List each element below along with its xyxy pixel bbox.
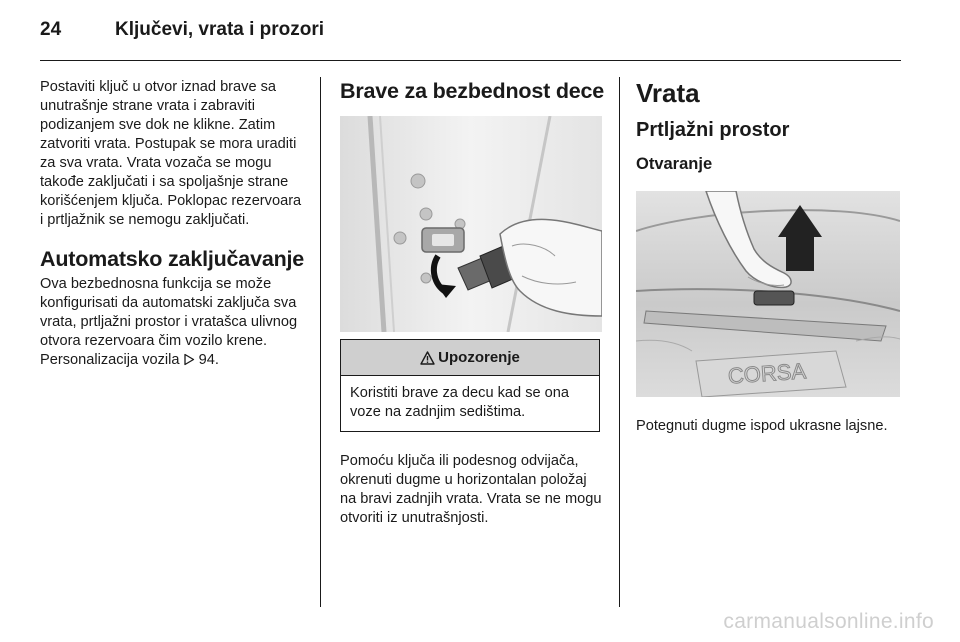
watermark: carmanualsonline.info bbox=[723, 610, 934, 633]
section-heading-trunk: Prtljažni prostor bbox=[636, 119, 790, 141]
trunk-opening-illustration bbox=[636, 191, 900, 397]
auto-lock-text: Ova bezbednosna funkcija se može konfigurisati da automatski zaključa sva vrata, prtljažni prostor i vratašca ulivnog otvora rezervoara čim vozilo krene. Personalizacija vozila bbox=[40, 276, 298, 368]
column-3 bbox=[636, 78, 904, 436]
section-heading-opening: Otvaranje bbox=[636, 155, 713, 173]
page-reference-icon bbox=[183, 353, 195, 372]
child-lock-paragraph: Pomoću ključa ili podesnog odvijača, okrenuti dugme u horizontalan položaj na bravi zadnjih vrata. Vrata se ne mogu otvoriti iz unutrašnjosti. bbox=[340, 453, 602, 526]
section-heading-child-locks: Brave za bezbednost dece bbox=[340, 79, 605, 103]
column-divider-2 bbox=[619, 77, 620, 607]
warning-title: Upozorenje bbox=[438, 349, 520, 366]
auto-lock-page-link[interactable]: 94. bbox=[198, 352, 219, 368]
trunk-opening-paragraph: Potegnuti dugme ispod ukrasne lajsne. bbox=[636, 418, 888, 434]
section-heading-doors: Vrata bbox=[636, 78, 700, 108]
column-divider-1 bbox=[320, 77, 321, 607]
corsa-emblem: CORSA bbox=[727, 358, 807, 389]
child-lock-illustration bbox=[340, 116, 602, 332]
warning-header bbox=[341, 340, 599, 376]
warning-triangle-icon bbox=[420, 351, 435, 365]
warning-box bbox=[340, 339, 600, 432]
header-rule bbox=[40, 60, 901, 61]
section-heading-auto-lock: Automatsko zaključavanje bbox=[40, 247, 305, 271]
running-title: Ključevi, vrata i prozori bbox=[115, 19, 325, 40]
intro-paragraph: Postaviti ključ u otvor iznad brave sa unutrašnje strane vrata i zabraviti podizanjem sve dok ne klikne. Zatim zatvoriti vrata. Postupak se mora uraditi za sva vrata. Vrata vozača se mogu takođe zaključati i sa spoljašnje strane korišćenjem ključa. Poklopac rezervoara i prtljažnik se nemogu zaključati. bbox=[40, 79, 302, 228]
warning-text: Koristiti brave za decu kad se ona voze na zadnjim sedištima. bbox=[350, 385, 570, 420]
auto-lock-paragraph bbox=[40, 275, 308, 372]
column-1 bbox=[40, 78, 308, 372]
column-2 bbox=[340, 78, 605, 528]
page-number: 24 bbox=[40, 19, 62, 40]
